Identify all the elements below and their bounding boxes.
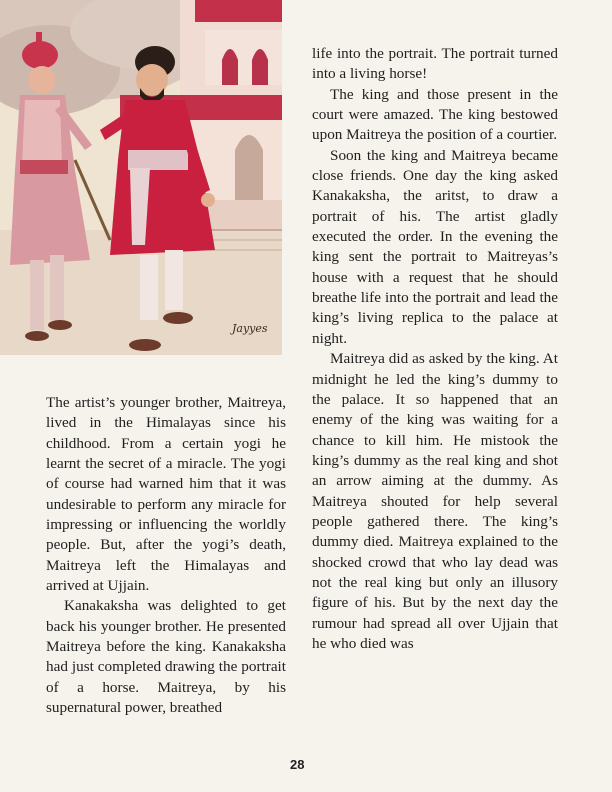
paragraph: Maitreya did as asked by the king. At midnight he led the king’s dummy to the palace. It so happened that an enemy of the king was waiting for a chance to kill him. He mistook the king’s dummy as the real king and shot an arrow aiming at the dummy. As Maitreya shouted for help several people gathered there. The king’s dummy died. Maitreya explained to the shocked crowd that who lay dead was not the real king but only an illusory figure of his. But by the next day the rumour had spread all over Ujjain that he who died was xyxy=(312,350,558,652)
left-text-column xyxy=(46,393,286,719)
page-number: 28 xyxy=(290,757,305,772)
paragraph: The artist’s younger brother, Maitreya, lived in the Himalayas since his childhood. From a certain yogi he learnt the secret of a miracle. The yogi of course had warned him that it was undesirable to perform any miracle for impressing or influencing the worldly people. But, after the yogi’s death, Maitreya left the Himalayas and arrived at Ujjain. xyxy=(46,394,286,595)
story-illustration xyxy=(0,0,282,355)
paragraph: Soon the king and Maitreya became close friends. One day the king asked Kanakaksha, the aritst, to draw a portrait of his. The artist gladly executed the order. In the evening the king sent the portrait to Maitreyas’s house with a request that he should breathe life into the portrait and lead the king’s living replica to the palace at night. xyxy=(312,146,558,347)
illustration-drawing xyxy=(0,0,282,355)
artist-signature: Jayyes xyxy=(232,322,268,335)
paragraph: life into the portrait. The portrait turned into a living horse! xyxy=(312,45,558,83)
right-text-column xyxy=(312,44,558,654)
paragraph: Kanakaksha was delighted to get back his younger brother. He presented Maitreya before the king. Kanakaksha had just completed drawing the portrait of a horse. Maitreya, by his supernatural power, breathed xyxy=(46,597,286,717)
paragraph: The king and those present in the court were amazed. The king bestowed upon Maitreya the position of a courtier. xyxy=(312,85,558,144)
